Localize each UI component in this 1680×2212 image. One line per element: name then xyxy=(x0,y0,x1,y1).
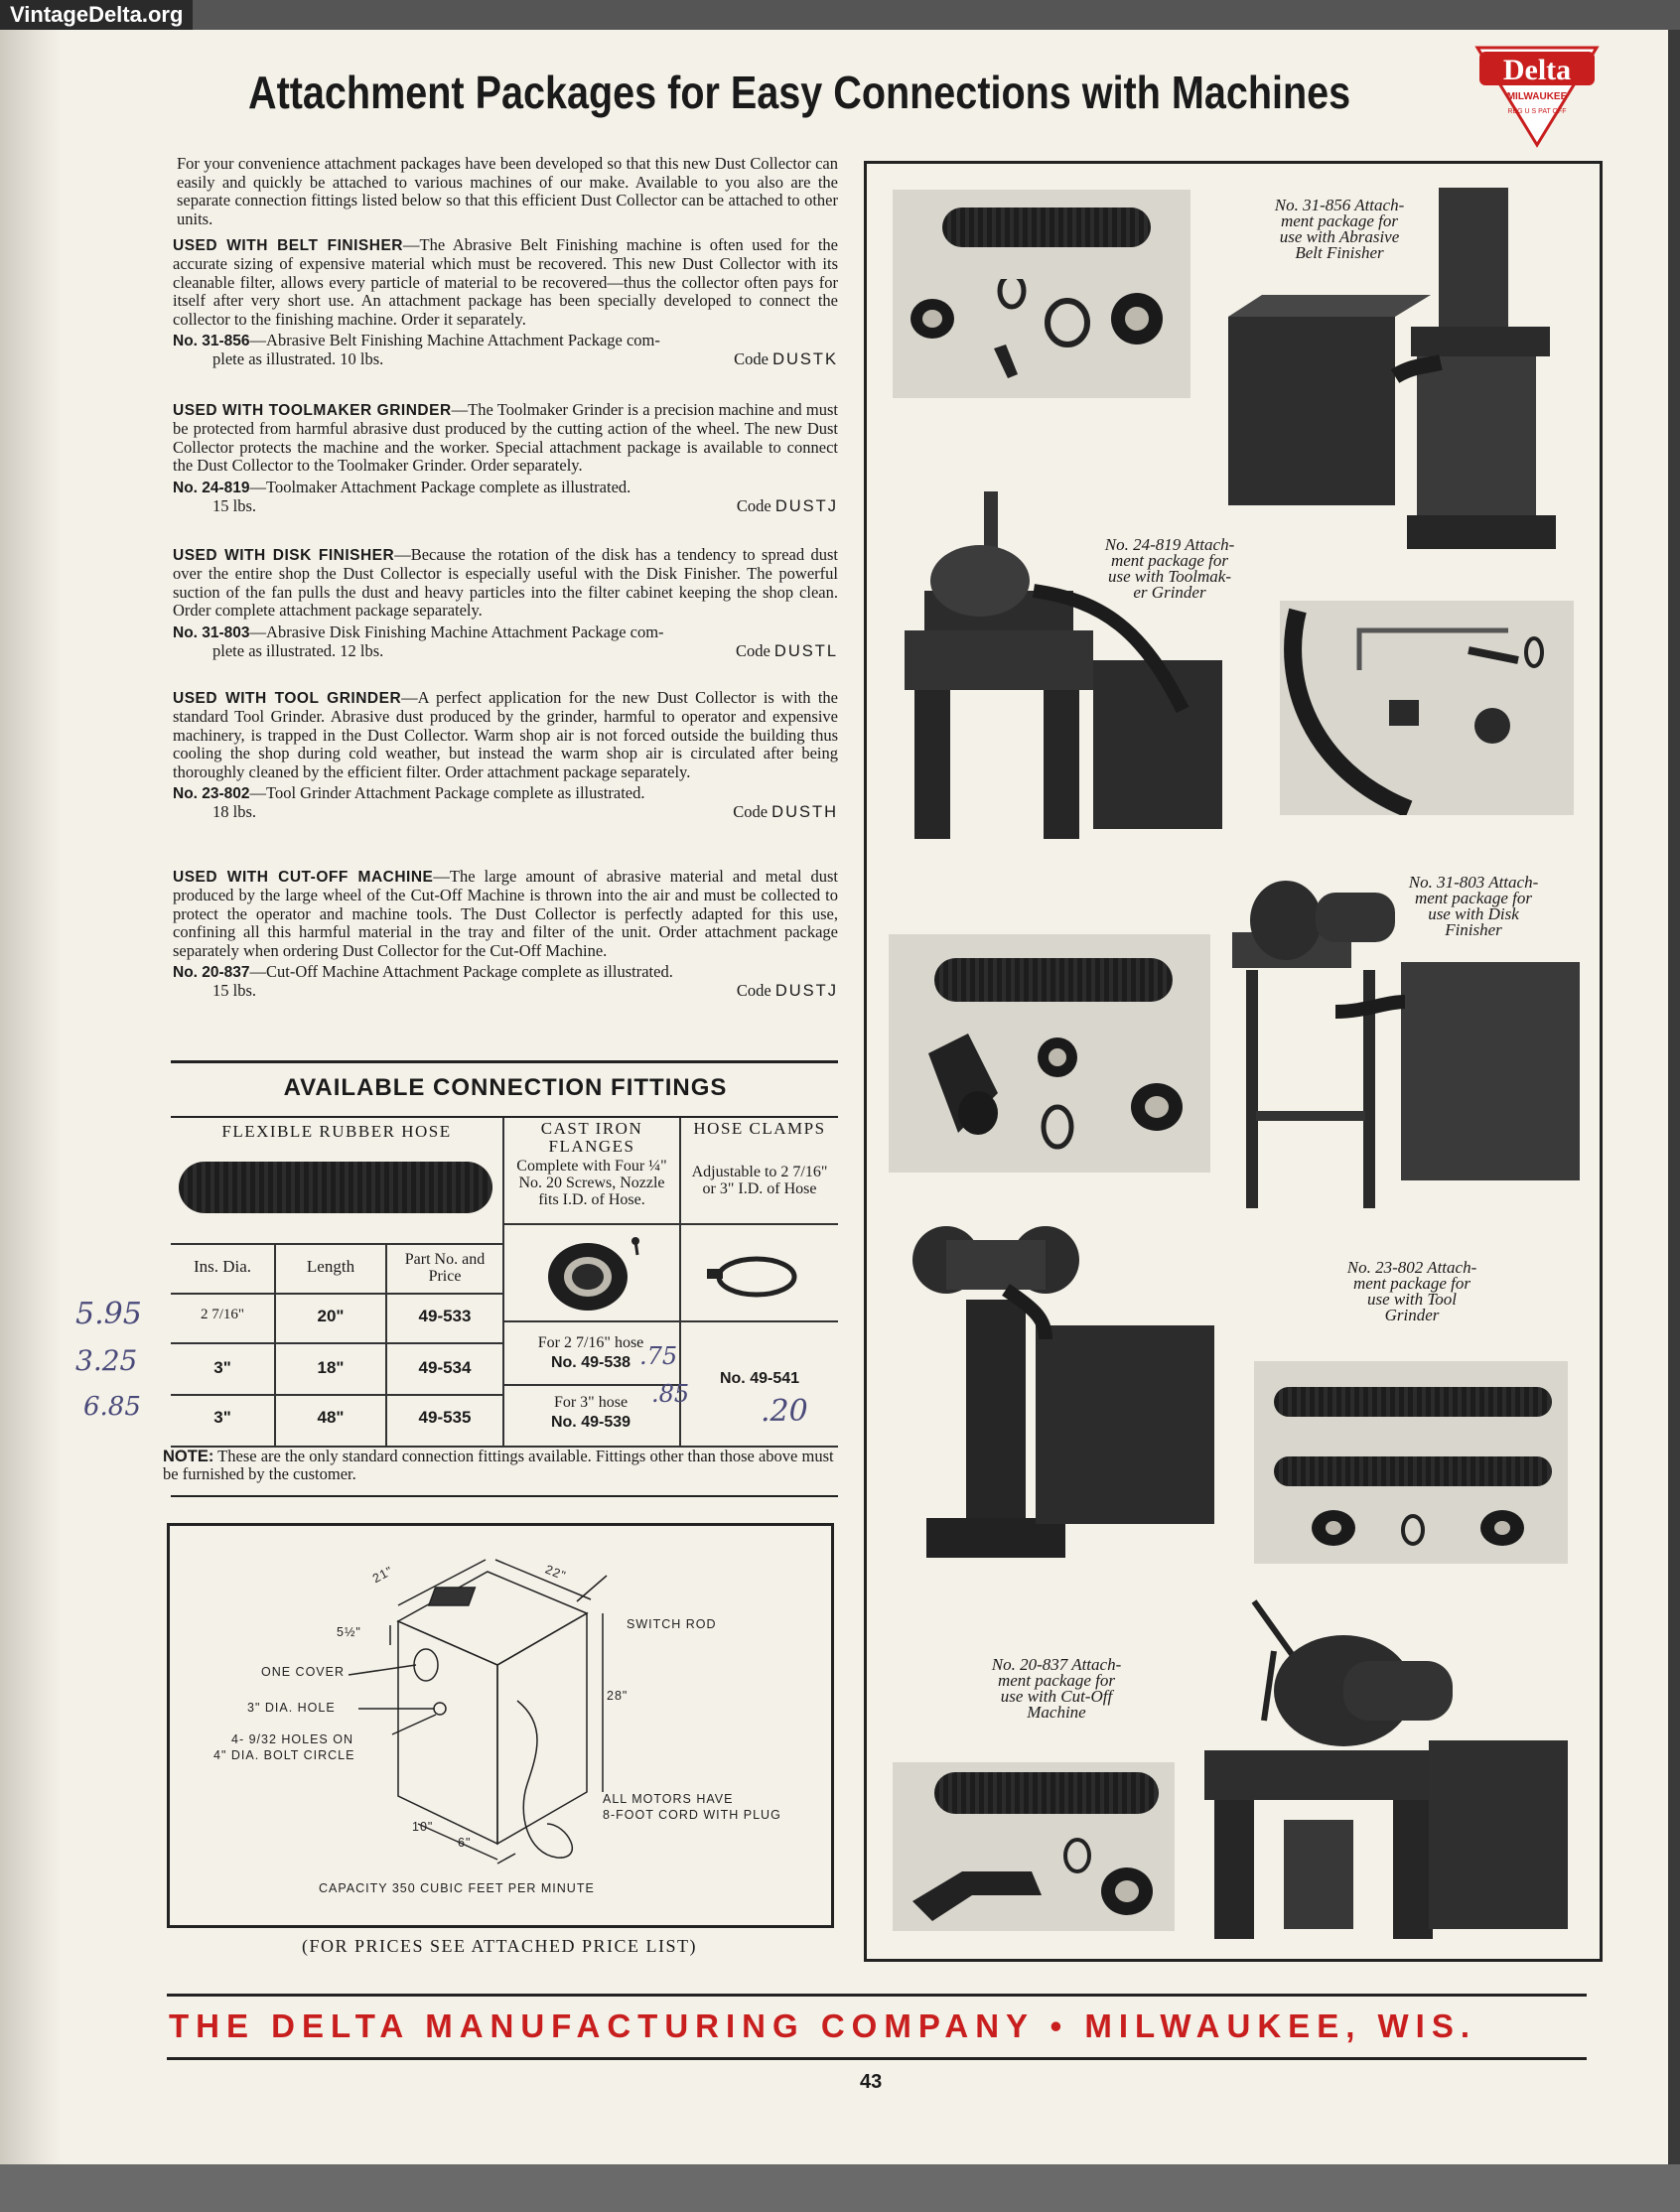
table-divider xyxy=(171,1342,502,1344)
hose-icon xyxy=(934,958,1173,1002)
section-heading: USED WITH BELT FINISHER xyxy=(173,237,403,254)
footer-rule-top xyxy=(167,1994,1587,1997)
svg-text:Delta: Delta xyxy=(1502,54,1572,86)
dim-cover-offset: 5½" xyxy=(337,1625,361,1639)
table-divider xyxy=(171,1243,502,1245)
dim-width: 21" xyxy=(369,1563,396,1587)
table-divider xyxy=(171,1394,502,1396)
fittings-title: AVAILABLE CONNECTION FITTINGS xyxy=(283,1074,728,1101)
top-bar xyxy=(0,0,1680,30)
hose-icon xyxy=(1274,1456,1552,1486)
table-divider xyxy=(502,1320,838,1322)
dim-bottom-6: 6" xyxy=(458,1836,472,1850)
disk-finisher-machine-photo xyxy=(1216,863,1594,1240)
handwritten-price: 6.85 xyxy=(83,1392,141,1422)
package-number: No. 20-837 xyxy=(173,964,250,982)
watermark: VintageDelta.org xyxy=(0,0,193,30)
package-item xyxy=(173,784,838,822)
section-heading: USED WITH TOOL GRINDER xyxy=(173,690,402,707)
fittings-icon xyxy=(909,1024,1196,1163)
package-code: DUSTJ xyxy=(774,982,838,1001)
hole-label: 3" DIA. HOLE xyxy=(247,1701,336,1715)
fittings-table xyxy=(171,1116,838,1448)
hose-icon xyxy=(942,207,1151,247)
section-disk-finisher xyxy=(173,546,838,660)
switch-rod-label: SWITCH ROD xyxy=(627,1617,717,1631)
table-divider xyxy=(171,1293,502,1295)
flange-b-for: For 3" hose xyxy=(553,1394,629,1411)
tool-grinder-machine-photo xyxy=(887,1210,1234,1578)
handwritten-price: .85 xyxy=(651,1380,690,1408)
section-body: —The Toolmaker Grinder is a precision machine and must be protected from harmful abrasive dust produced by the cutting action of the wheel. The new Dust Collector protects the machine and the worker. Special attachment package is available to connect the Dust Collector to the Toolmaker Grinder. Order separately. xyxy=(173,400,838,476)
bottom-shadow xyxy=(0,2164,1680,2212)
caption-tool-grinder: No. 23-802 Attach- ment package for use with Tool Grinder xyxy=(1346,1258,1477,1324)
hose-length: 48" xyxy=(317,1408,345,1427)
package-number: No. 31-856 xyxy=(173,333,250,350)
package-desc: —Cut-Off Machine Attachment Package complete as illustrated. xyxy=(249,962,673,982)
package-code: DUSTJ xyxy=(774,497,838,516)
dim-depth: 22" xyxy=(543,1562,569,1584)
caption-belt-finisher: No. 31-856 Attach- ment package for use with Abrasive Belt Finisher xyxy=(1274,196,1405,262)
clamp-part-no: No. 49-541 xyxy=(719,1370,800,1387)
section-body: —Because the rotation of the disk has a tendency to spread dust over the entire shop the Dust Collector is especially useful with the Disk Finisher. The powerful suction of the fan pulls the dust and heavy particles into the filter cabinet keeping the shop clean. Order complete attachment package separately. xyxy=(173,545,839,621)
code-label: Code xyxy=(736,496,771,516)
hose-part-no: 49-533 xyxy=(418,1307,472,1325)
disk-finisher-fittings-photo xyxy=(889,934,1210,1173)
package-weight: plete as illustrated. 10 lbs. xyxy=(212,349,384,369)
code-label: Code xyxy=(735,641,770,661)
motors-label: ALL MOTORS HAVE xyxy=(603,1792,734,1806)
handwritten-price: .75 xyxy=(639,1342,678,1370)
caption-disk-finisher: No. 31-803 Attach- ment package for use with Disk Finisher xyxy=(1408,873,1539,939)
flange-heading: CAST IRON FLANGES xyxy=(540,1119,643,1156)
intro-paragraph: For your convenience attachment packages have been developed so that this new Dust Collector can easily and quickly be attached to various machines of our make. Available to you also are the separate connection fittings listed below so that this efficient Dust Collector can be attached to other units. xyxy=(177,154,838,228)
flange-description: Complete with Four ¼" No. 20 Screws, Nozzle fits I.D. of Hose. xyxy=(516,1158,667,1208)
clamp-description: Adjustable to 2 7/16" or 3" I.D. of Hose xyxy=(691,1164,828,1197)
dim-bottom-10: 10" xyxy=(412,1820,434,1834)
toolmaker-fittings-photo xyxy=(1280,601,1574,815)
package-weight: plete as illustrated. 12 lbs. xyxy=(212,641,384,661)
prices-note: (FOR PRICES SEE ATTACHED PRICE LIST) xyxy=(301,1936,698,1956)
bolt-circle-label: 4" DIA. BOLT CIRCLE xyxy=(213,1748,355,1762)
section-toolmaker-grinder xyxy=(173,401,838,515)
package-code: DUSTL xyxy=(773,642,838,661)
package-desc: —Abrasive Belt Finishing Machine Attachment Package com- xyxy=(249,331,660,350)
caption-toolmaker-grinder: No. 24-819 Attach- ment package for use with Toolmak- er Grinder xyxy=(1104,535,1235,602)
code-label: Code xyxy=(736,981,771,1001)
dimension-diagram xyxy=(167,1523,834,1928)
package-item xyxy=(173,963,838,1001)
clamp-heading: HOSE CLAMPS xyxy=(693,1119,826,1138)
footer-rule-bottom xyxy=(167,2057,1587,2060)
rubber-hose-image xyxy=(179,1162,492,1213)
note-text: These are the only standard connection fittings available. Fittings other than those above must be furnished by the customer. xyxy=(163,1447,834,1483)
package-code: DUSTH xyxy=(771,803,838,822)
page-title: Attachment Packages for Easy Connections with Machines xyxy=(248,67,1351,118)
package-item xyxy=(173,623,838,661)
fittings-icon xyxy=(903,1822,1171,1931)
divider xyxy=(171,1495,838,1497)
cut-off-fittings-photo xyxy=(893,1762,1175,1931)
cord-label: 8-FOOT CORD WITH PLUG xyxy=(603,1808,781,1822)
note-label: NOTE: xyxy=(163,1448,214,1465)
page-spine-shadow xyxy=(0,30,62,2164)
flange-image xyxy=(532,1231,651,1316)
fittings-icon xyxy=(1304,1500,1542,1560)
section-heading: USED WITH DISK FINISHER xyxy=(173,547,395,564)
belt-finisher-machine-photo xyxy=(1212,178,1580,555)
table-divider xyxy=(502,1223,838,1225)
flange-b-part-no: No. 49-539 xyxy=(550,1414,631,1431)
company-footer: THE DELTA MANUFACTURING COMPANY • MILWAUKEE, WIS. xyxy=(169,2007,1477,2044)
delta-logo-graphic xyxy=(1471,42,1603,151)
handwritten-price: .20 xyxy=(761,1394,808,1429)
section-body: —The Abrasive Belt Finishing machine is often used for the accurate sizing of expensive material which must be recovered. This new Dust Collector with its cleanable filter, allows every particle of material to be recovered—thus the collector often pays for itself after very short use. An attachment package has been specially developed to connect the collector to the finishing machine. Order it separately. xyxy=(173,235,838,329)
hose-dia: 3" xyxy=(213,1408,231,1427)
hose-length: 18" xyxy=(317,1358,345,1377)
section-body: —A perfect application for the new Dust Collector is with the standard Tool Grinder. Abrasive dust produced by the grinder, harmful to operator and expensive machinery, is trapped in the Dust Collector. Warm shop air is not forced outside the building thus cooling the shop during cold weather, but instead the warm shop air is circulated after being thoroughly cleaned by the efficient filter. Order attachment package separately. xyxy=(173,688,838,781)
section-belt-finisher xyxy=(173,236,838,369)
package-number: No. 23-802 xyxy=(173,785,250,803)
clamp-image xyxy=(697,1247,816,1307)
hose-part-no: 49-534 xyxy=(418,1358,472,1377)
one-cover-label: ONE COVER xyxy=(261,1665,346,1679)
package-item xyxy=(173,479,838,516)
flange-a-for: For 2 7/16" hose xyxy=(537,1334,644,1351)
handwritten-price: 5.95 xyxy=(75,1297,142,1331)
capacity-label: CAPACITY 350 CUBIC FEET PER MINUTE xyxy=(319,1881,595,1895)
caption-cut-off-machine: No. 20-837 Attach- ment package for use with Cut-Off Machine xyxy=(991,1655,1122,1722)
handwritten-price: 3.25 xyxy=(75,1344,138,1377)
col-header-part: Part No. and Price xyxy=(404,1251,486,1285)
tool-grinder-fittings-photo xyxy=(1254,1361,1568,1564)
package-code: DUSTK xyxy=(772,350,838,369)
package-weight: 15 lbs. xyxy=(212,496,257,516)
hose-dia: 2 7/16" xyxy=(200,1307,245,1322)
page-number: 43 xyxy=(860,2071,883,2093)
table-divider xyxy=(502,1118,504,1446)
delta-logo xyxy=(1471,42,1603,151)
hose-dia: 3" xyxy=(213,1358,231,1377)
section-body: —The large amount of abrasive material and metal dust produced by the large wheel of the Cut-Off Machine is thrown into the air and must be collected to protect the operator and machine tools. The Dust Collector is perfectly adapted for this use, confining all this harmful material in the tray and filter of the unit. Order attachment package separately when ordering Dust Collector for the Cut-Off Machine. xyxy=(173,867,838,960)
section-cut-off-machine xyxy=(173,868,838,1001)
hose-heading: FLEXIBLE RUBBER HOSE xyxy=(221,1122,452,1141)
svg-text:REG U S PAT OFF: REG U S PAT OFF xyxy=(1507,108,1567,115)
cut-off-machine-photo xyxy=(1194,1582,1582,1949)
collector-dimension-drawing xyxy=(170,1526,831,1925)
package-weight: 18 lbs. xyxy=(212,802,257,822)
package-weight: 15 lbs. xyxy=(212,981,257,1001)
section-heading: USED WITH TOOLMAKER GRINDER xyxy=(173,402,452,419)
svg-text:MILWAUKEE: MILWAUKEE xyxy=(1506,91,1568,102)
hose-part-no: 49-535 xyxy=(418,1408,472,1427)
code-label: Code xyxy=(733,802,769,822)
package-desc: —Abrasive Disk Finishing Machine Attachment Package com- xyxy=(249,622,664,641)
package-desc: —Tool Grinder Attachment Package complete as illustrated. xyxy=(249,783,645,803)
holes-on-label: 4- 9/32 HOLES ON xyxy=(231,1732,353,1746)
hose-icon xyxy=(934,1772,1159,1814)
flange-a-part-no: No. 49-538 xyxy=(550,1354,631,1371)
section-heading: USED WITH CUT-OFF MACHINE xyxy=(173,869,434,886)
package-desc: —Toolmaker Attachment Package complete as illustrated. xyxy=(249,477,631,496)
col-header-length: Length xyxy=(306,1257,355,1276)
fittings-icon xyxy=(1280,601,1574,815)
divider xyxy=(171,1060,838,1063)
package-number: No. 31-803 xyxy=(173,623,250,641)
col-header-dia: Ins. Dia. xyxy=(193,1257,252,1276)
package-number: No. 24-819 xyxy=(173,479,250,496)
belt-finisher-fittings-photo xyxy=(893,190,1190,398)
hose-length: 20" xyxy=(317,1307,345,1325)
hose-icon xyxy=(1274,1387,1552,1417)
package-item xyxy=(173,332,838,369)
section-tool-grinder xyxy=(173,689,838,822)
dim-height: 28" xyxy=(607,1689,629,1703)
code-label: Code xyxy=(734,349,769,369)
fittings-note xyxy=(163,1448,838,1483)
photo-panel xyxy=(864,161,1603,1962)
fittings-icon xyxy=(903,279,1181,388)
